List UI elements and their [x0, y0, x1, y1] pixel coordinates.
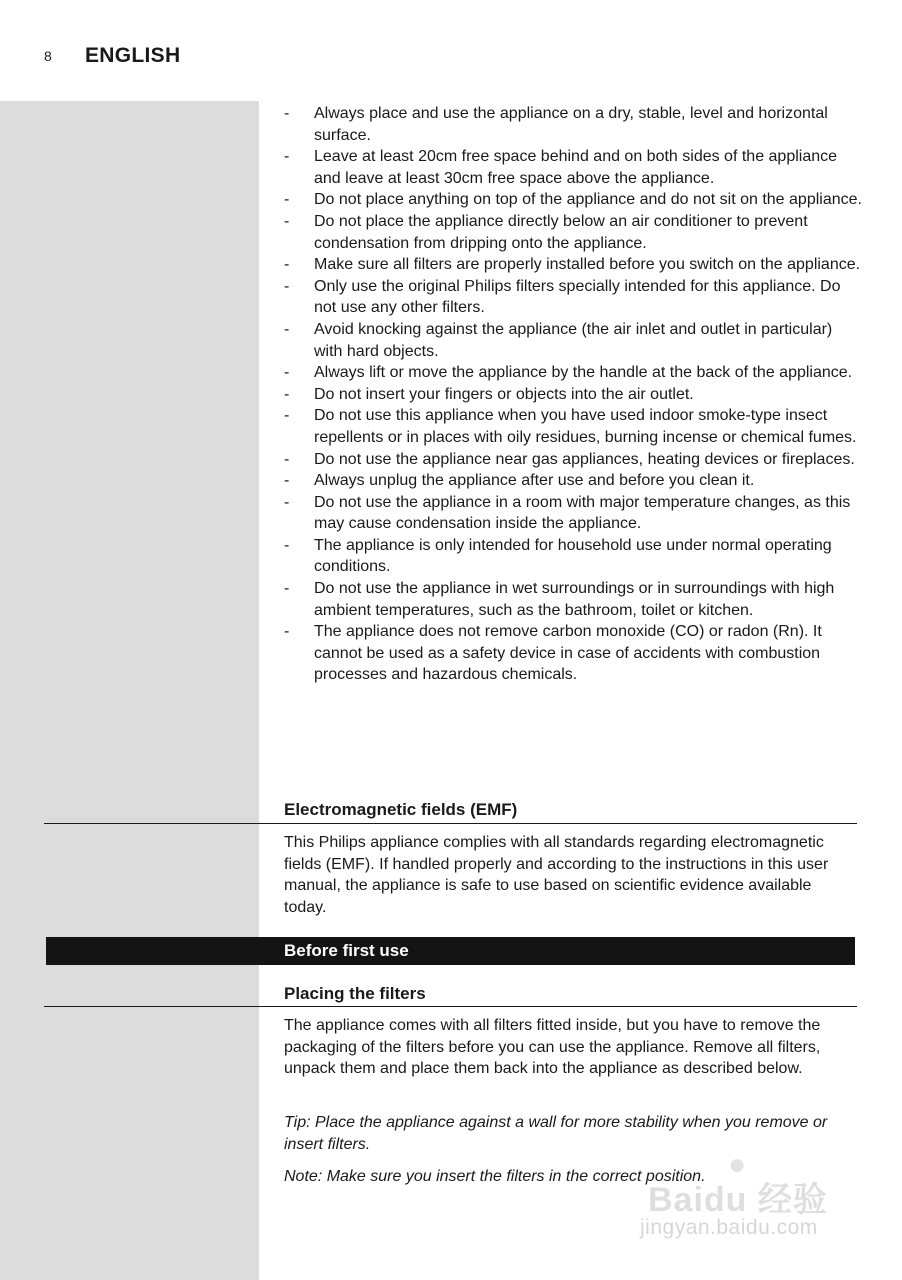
safety-bullet-item — [284, 146, 864, 189]
bullet-text: Always lift or move the appliance by the handle at the back of the appliance. — [314, 364, 853, 382]
before-first-use-bar — [46, 937, 855, 965]
note-paragraph: Note: Make sure you insert the filters in the correct position. — [284, 1168, 706, 1185]
safety-bullet-item — [284, 276, 864, 319]
bullet-dash: - — [284, 256, 290, 274]
bullet-dash: - — [284, 277, 290, 295]
tip-paragraph: Tip: Place the appliance against a wall for more stability when you remove or insert filters. — [284, 1114, 828, 1153]
safety-bullet-item — [284, 470, 864, 492]
bullet-dash: - — [284, 148, 290, 166]
safety-bullet-list — [284, 103, 864, 686]
bullet-dash: - — [284, 320, 290, 338]
safety-bullet-item — [284, 578, 864, 621]
bullet-text: Do not insert your fingers or objects into the air outlet. — [314, 385, 694, 403]
emf-paragraph: This Philips appliance complies with all standards regarding electromagnetic fields (EMF). If handled properly and according to the instructions in this user manual, the appliance is safe to use based on scientific evidence available today. — [284, 834, 829, 916]
safety-bullet-item — [284, 254, 864, 276]
bullet-text: Do not place the appliance directly below an air conditioner to prevent condensation from dripping onto the appliance. — [314, 212, 808, 252]
placing-filters-paragraph: The appliance comes with all filters fitted inside, but you have to remove the packaging of the filters before you can use the appliance. Remove all filters, unpack them and place them back into the appliance as described below. — [284, 1017, 821, 1078]
safety-bullet-item — [284, 535, 864, 578]
emf-title: Electromagnetic fields (EMF) — [284, 800, 518, 819]
safety-bullet-item — [284, 103, 864, 146]
bullet-dash: - — [284, 450, 290, 468]
bullet-text: The appliance does not remove carbon monoxide (CO) or radon (Rn). It cannot be used as a safety device in case of accidents with combustion processes and hazardous chemicals. — [314, 623, 822, 684]
bullet-dash: - — [284, 191, 290, 209]
safety-bullet-item — [284, 189, 864, 211]
bullet-text: Avoid knocking against the appliance (the air inlet and outlet in particular) with hard objects. — [314, 320, 833, 360]
safety-bullet-item — [284, 449, 864, 471]
safety-bullet-item — [284, 621, 864, 686]
page-number: 8 — [44, 48, 52, 64]
safety-bullet-item — [284, 319, 864, 362]
bullet-dash: - — [284, 364, 290, 382]
paw-icon: ● — [728, 1148, 747, 1181]
bullet-dash: - — [284, 493, 290, 511]
left-margin-panel — [0, 101, 259, 1280]
safety-bullet-item — [284, 405, 864, 448]
watermark-brand: Baidu 经验 — [648, 1181, 828, 1219]
bullet-dash: - — [284, 385, 290, 403]
bullet-text: The appliance is only intended for household use under normal operating conditions. — [314, 536, 832, 576]
bullet-text: Do not use the appliance in wet surroundings or in surroundings with high ambient temperatures, such as the bathroom, toilet or kitchen. — [314, 580, 835, 619]
bullet-text: Do not use this appliance when you have used indoor smoke-type insect repellents or in places with oily residues, burning incense or chemical fumes. — [314, 407, 857, 446]
bullet-dash: - — [284, 536, 290, 554]
bullet-text: Always unplug the appliance after use and before you clean it. — [314, 472, 755, 490]
bullet-dash: - — [284, 580, 290, 598]
emf-divider — [44, 823, 857, 824]
placing-filters-divider — [44, 1006, 857, 1007]
watermark-url: jingyan.baidu.com — [640, 1216, 818, 1239]
bullet-text: Do not use the appliance in a room with major temperature changes, as this may cause condensation inside the appliance. — [314, 493, 851, 533]
bullet-text: Leave at least 20cm free space behind and on both sides of the appliance and leave at least 30cm free space above the appliance. — [314, 148, 838, 187]
bullet-text: Make sure all filters are properly installed before you switch on the appliance. — [314, 256, 861, 274]
bullet-dash: - — [284, 407, 290, 425]
bullet-dash: - — [284, 623, 290, 641]
bullet-text: Only use the original Philips filters specially intended for this appliance. Do not use any other filters. — [314, 277, 841, 317]
baidu-watermark — [640, 1140, 870, 1250]
bullet-text: Do not place anything on top of the appliance and do not sit on the appliance. — [314, 191, 862, 209]
safety-bullet-item — [284, 362, 864, 384]
language-heading: ENGLISH — [85, 44, 181, 67]
bullet-text: Always place and use the appliance on a dry, stable, level and horizontal surface. — [314, 105, 828, 144]
bullet-dash: - — [284, 105, 290, 122]
safety-bullet-item — [284, 384, 864, 406]
safety-bullet-item — [284, 211, 864, 254]
placing-filters-title: Placing the filters — [284, 984, 426, 1003]
safety-bullet-item — [284, 492, 864, 535]
bullet-text: Do not use the appliance near gas appliances, heating devices or fireplaces. — [314, 450, 855, 468]
bullet-dash: - — [284, 472, 290, 490]
before-first-use-title: Before first use — [284, 941, 409, 960]
bullet-dash: - — [284, 212, 290, 230]
